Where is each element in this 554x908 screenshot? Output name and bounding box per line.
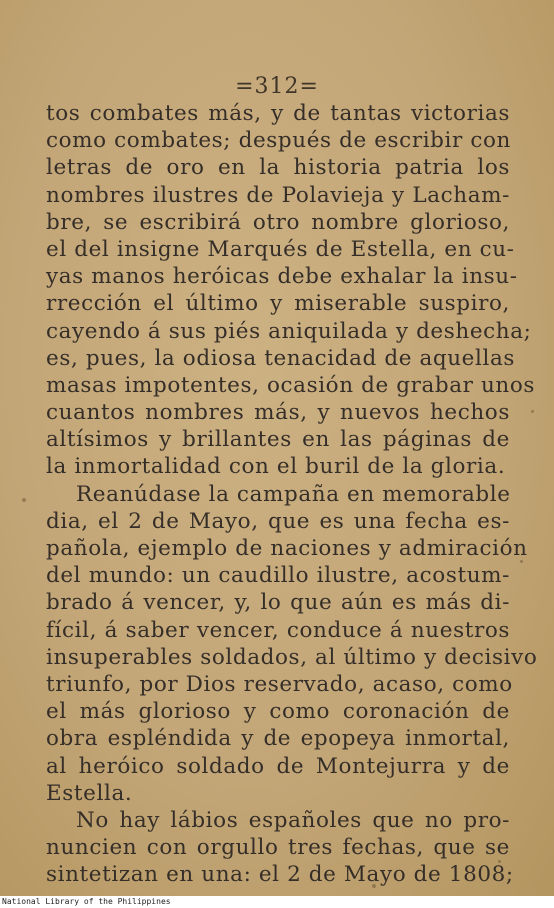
text-line: el del insigne Marqués de Estella, en cu- — [46, 236, 515, 262]
text-line: al heróico soldado de Montejurra y de — [46, 753, 510, 779]
text-line: No hay lábios españoles que no pro- — [76, 807, 510, 833]
text-line: triunfo, por Dios reservado, acaso, como — [46, 671, 513, 697]
text-line: fícil, á saber vencer, conduce á nuestros — [46, 617, 510, 643]
text-line: sintetizan en una: el 2 de Mayo de 1808; — [46, 862, 514, 888]
text-line: altísimos y brillantes en las páginas de — [46, 427, 510, 453]
text-line: bre, se escribirá otro nombre glorioso, — [46, 209, 510, 235]
text-line: pañola, ejemplo de naciones y admiración — [46, 536, 528, 561]
paper-speck — [22, 498, 26, 502]
text-line: tos combates más, y de tantas victorias — [46, 101, 510, 126]
text-line: rrección el último y miserable suspiro, — [46, 291, 510, 317]
text-line: cayendo á sus piés aniquilada y deshecha; — [46, 318, 532, 344]
text-line: como combates; después de escribir con — [46, 128, 511, 154]
text-line: el más glorioso y como coronación de — [46, 699, 510, 725]
text-line: nuncien con orgullo tres fechas, que se — [46, 835, 510, 861]
text-line: masas impotentes, ocasión de grabar unos — [46, 372, 536, 398]
text-line: del mundo: un caudillo ilustre, acostum- — [46, 563, 510, 589]
text-line: Estella. — [46, 780, 133, 806]
text-line: dia, el 2 de Mayo, que es una fecha es- — [46, 508, 510, 534]
text-line: yas manos heróicas debe exhalar la insu- — [46, 264, 518, 290]
text-line: la inmortalidad con el buril de la gloria. — [46, 454, 506, 480]
text-line: obra espléndida y de epopeya inmortal, — [46, 726, 510, 752]
paper-speck — [531, 410, 534, 413]
footer-credit: National Library of the Philippines — [2, 897, 171, 906]
text-line: Reanúdase la campaña en memorable — [76, 481, 511, 507]
text-line: es, pues, la odiosa tenacidad de aquellas — [46, 345, 516, 371]
text-line: nombres ilustres de Polavieja y Lacham- — [46, 182, 510, 208]
text-line: cuantos nombres más, y nuevos hechos — [46, 400, 510, 426]
text-line: brado á vencer, y, lo que aún es más di- — [46, 590, 510, 616]
body-text — [46, 100, 538, 888]
page-number: =312= — [235, 74, 319, 99]
text-line: letras de oro en la historia patria los — [46, 155, 510, 181]
text-line: insuperables soldados, al último y decisivo — [46, 644, 538, 670]
